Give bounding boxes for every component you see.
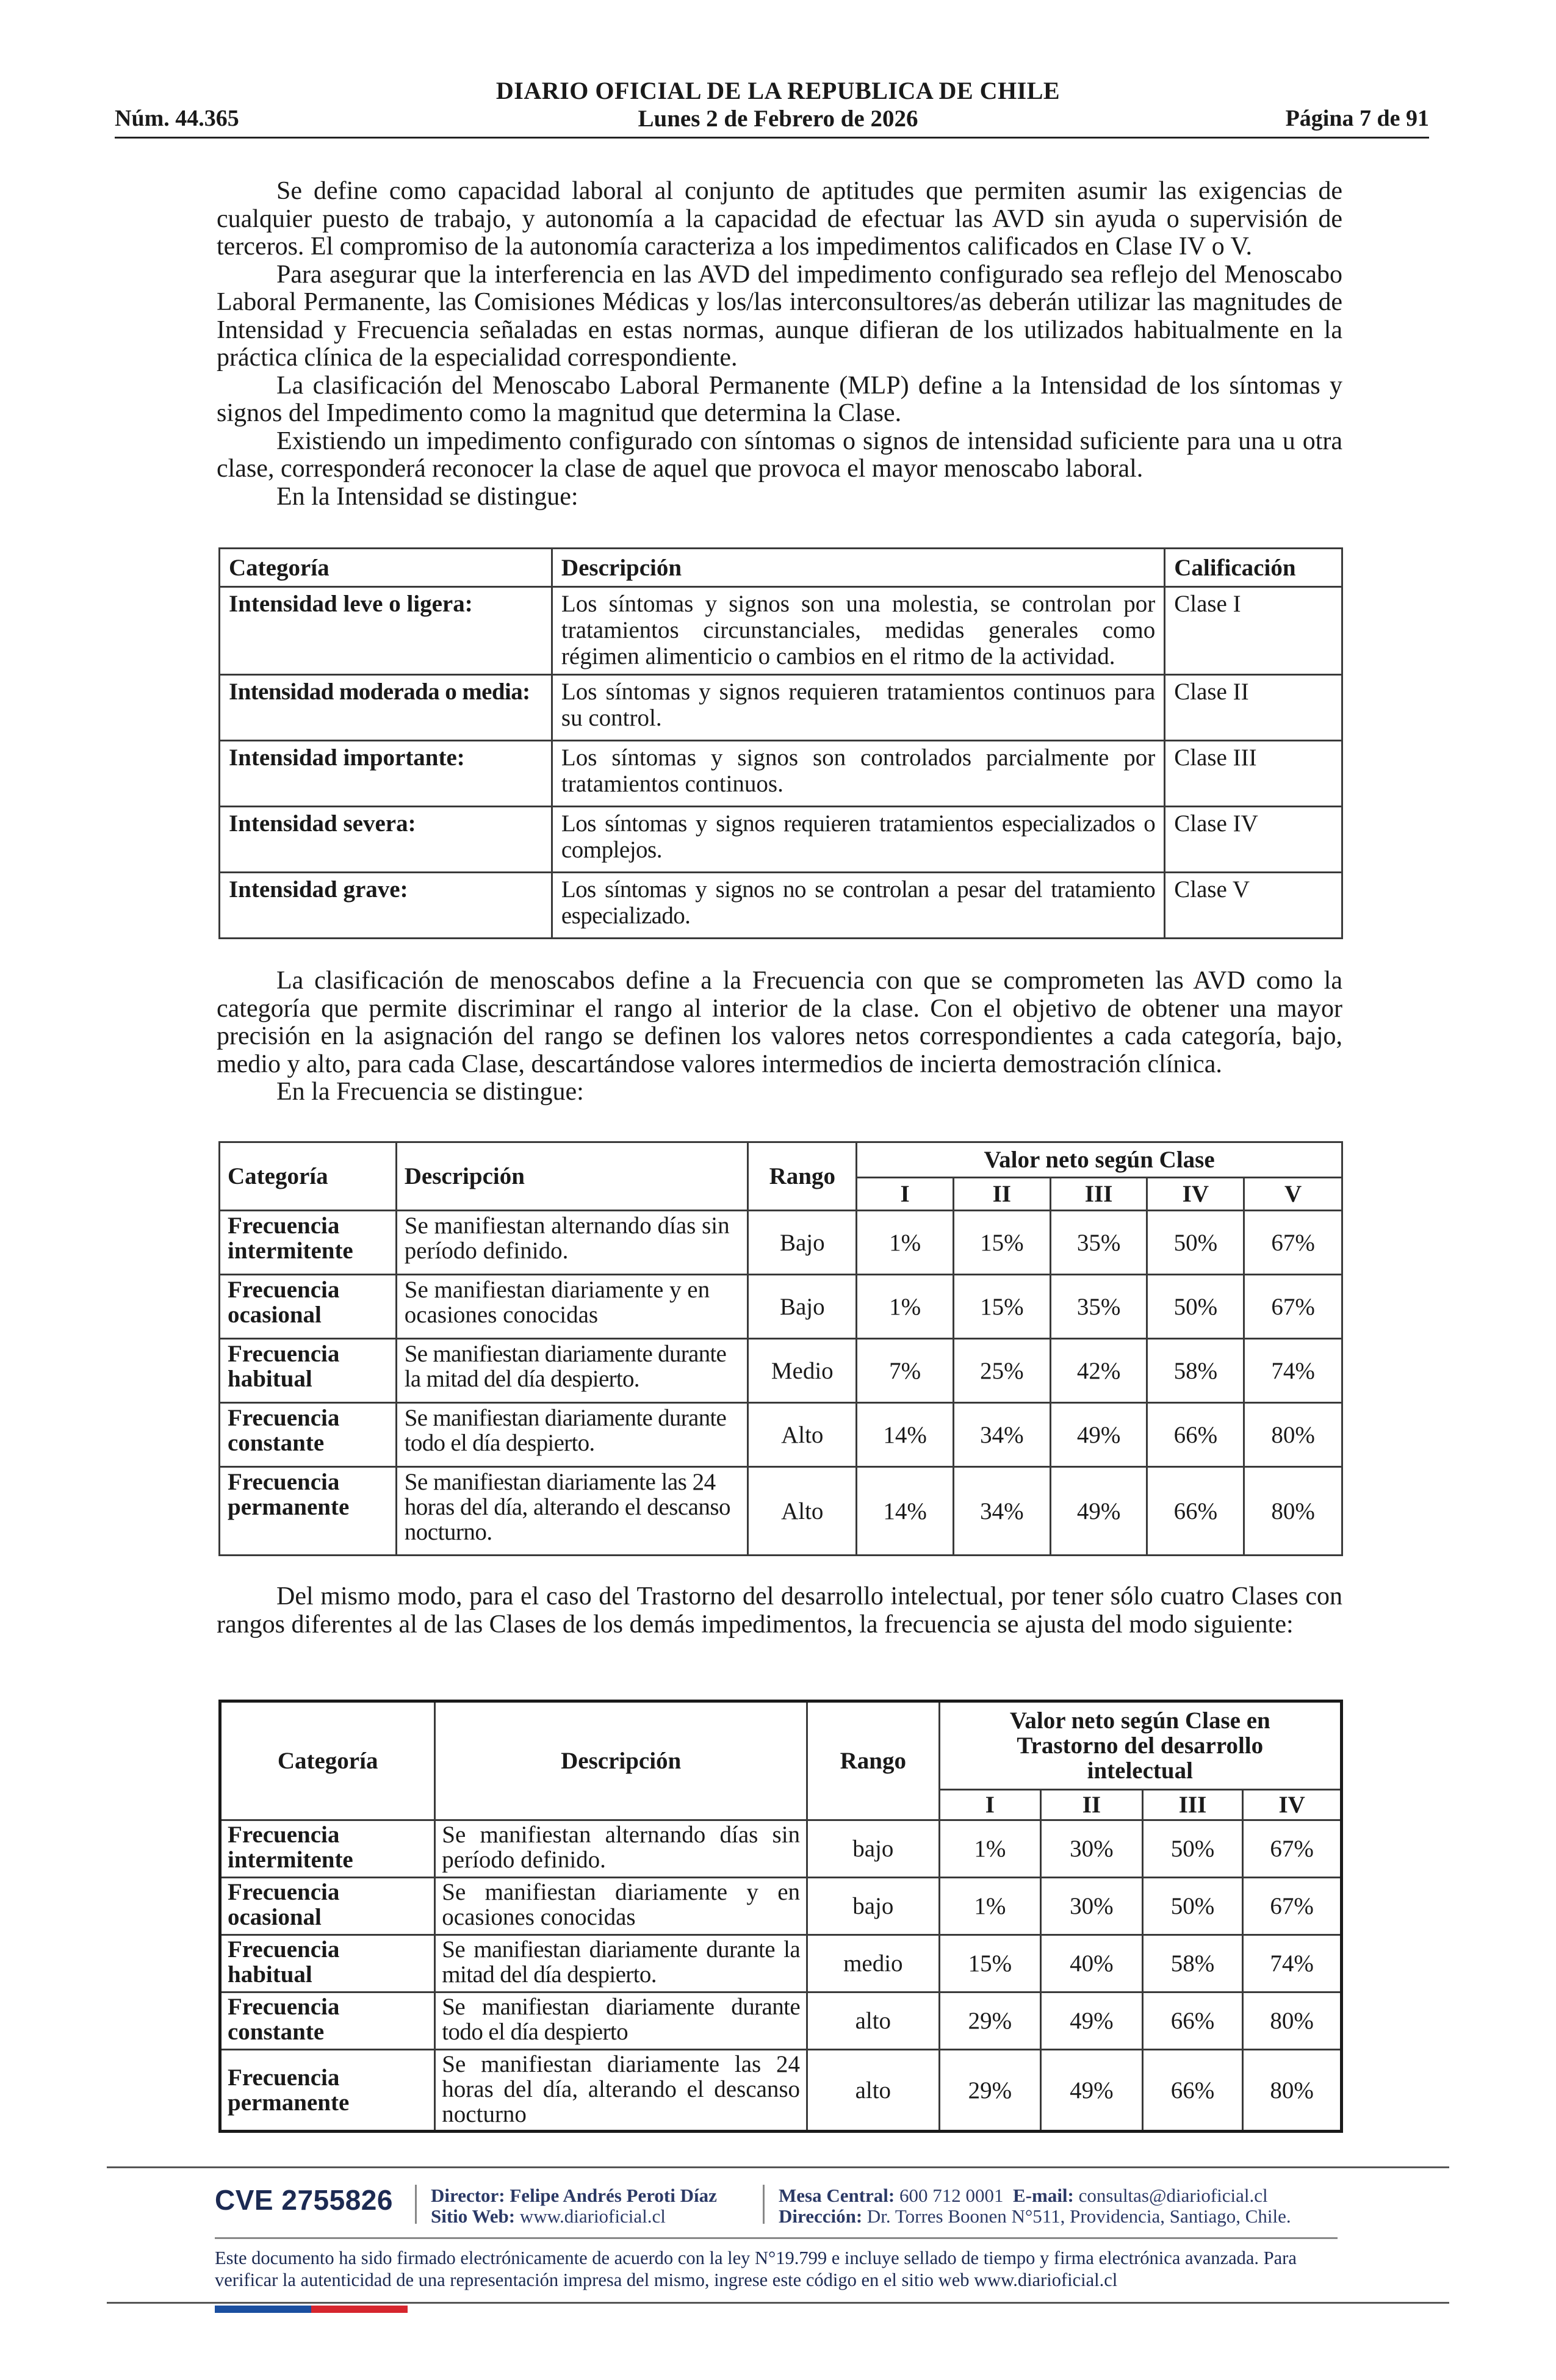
table-row: [220, 1275, 1342, 1339]
table-row: [220, 675, 1342, 741]
newspaper-title: DIARIO OFICIAL DE LA REPUBLICA DE CHILE: [495, 77, 1061, 104]
footer-divider: [107, 2302, 1449, 2304]
value-cell: 74%: [1244, 1339, 1342, 1403]
table-row: [220, 587, 1342, 675]
column-header: Rango: [807, 1701, 940, 1820]
description-cell: Se manifiestan diariamente las 24 horas del día, alterando el descanso nocturno: [435, 2050, 807, 2132]
value-cell: 34%: [953, 1403, 1050, 1467]
category-cell: Frecuencia ocasional: [220, 1275, 397, 1339]
category-cell: Intensidad grave:: [220, 873, 552, 939]
category-cell: Frecuencia habitual: [220, 1339, 397, 1403]
group-header: Valor neto según Clase: [857, 1142, 1342, 1178]
class-header: II: [953, 1178, 1050, 1211]
value-cell: 29%: [939, 1992, 1041, 2050]
category-cell: Frecuencia constante: [220, 1992, 435, 2050]
value-cell: 67%: [1243, 1878, 1342, 1935]
table-row: [220, 873, 1342, 939]
column-header: Categoría: [220, 1142, 397, 1211]
table-row: [220, 1820, 1342, 1878]
column-header: Calificación: [1165, 549, 1342, 587]
value-cell: 49%: [1041, 2050, 1143, 2132]
category-cell: Frecuencia permanente: [220, 1467, 397, 1556]
issue-date: Lunes 2 de Febrero de 2026: [638, 106, 918, 132]
category-cell: Frecuencia constante: [220, 1403, 397, 1467]
class-header: V: [1244, 1178, 1342, 1211]
value-cell: 50%: [1147, 1211, 1244, 1275]
range-cell: bajo: [807, 1820, 940, 1878]
description-cell: Se manifiestan diariamente durante todo el día despierto: [435, 1992, 807, 2050]
paragraph: Para asegurar que la interferencia en las AVD del impedimento configurado sea reflejo del Menoscabo Laboral Permanente, las Comisiones Médicas y los/las interconsultores/as deberán utilizar las magnitudes de Intensidad y Frecuencia señaladas en estas normas, aunque difieran de los utilizados habitualmente en la práctica clínica de la especialidad correspondiente.: [217, 260, 1342, 372]
value-cell: 67%: [1243, 1820, 1342, 1878]
range-cell: Bajo: [748, 1275, 857, 1339]
range-cell: Bajo: [748, 1211, 857, 1275]
table-row: [220, 1935, 1342, 1992]
description-cell: Se manifiestan alternando días sin período definido.: [435, 1820, 807, 1878]
value-cell: 80%: [1244, 1467, 1342, 1556]
column-header: Descripción: [552, 549, 1164, 587]
flag-stripe-blue: [215, 2306, 311, 2313]
value-cell: 35%: [1050, 1211, 1147, 1275]
range-cell: Alto: [748, 1403, 857, 1467]
footer-divider: [107, 2166, 1449, 2168]
table-row: [220, 1467, 1342, 1556]
header-divider: [115, 137, 1429, 139]
value-cell: 7%: [857, 1339, 954, 1403]
range-cell: bajo: [807, 1878, 940, 1935]
footer-contact-block: [779, 2185, 1291, 2227]
value-cell: 66%: [1147, 1467, 1244, 1556]
value-cell: 50%: [1142, 1820, 1243, 1878]
category-cell: Intensidad severa:: [220, 807, 552, 873]
value-cell: 30%: [1041, 1878, 1143, 1935]
value-cell: 1%: [939, 1820, 1041, 1878]
page-indicator: Página 7 de 91: [1285, 106, 1429, 131]
description-cell: Los síntomas y signos no se controlan a pesar del tratamiento especializado.: [552, 873, 1164, 939]
description-cell: Se manifiestan diariamente las 24 horas del día, alterando el descanso nocturno.: [396, 1467, 748, 1556]
value-cell: 66%: [1147, 1403, 1244, 1467]
value-cell: 50%: [1142, 1878, 1243, 1935]
value-cell: 1%: [939, 1878, 1041, 1935]
value-cell: 40%: [1041, 1935, 1143, 1992]
value-cell: 58%: [1147, 1339, 1244, 1403]
range-cell: alto: [807, 1992, 940, 2050]
category-cell: Intensidad importante:: [220, 741, 552, 807]
class-header: III: [1050, 1178, 1147, 1211]
paragraph: Se define como capacidad laboral al conjunto de aptitudes que permiten asumir las exigencias de cualquier puesto de trabajo, y autonomía a la capacidad de efectuar las AVD sin ayuda o supervisión de terceros. El compromiso de la autonomía caracteriza a los impedimentos calificados en Clase IV o V.: [217, 177, 1342, 261]
director-label: Director:: [431, 2185, 505, 2206]
address-value: Dr. Torres Boonen N°511, Providencia, Santiago, Chile.: [866, 2205, 1291, 2227]
category-cell: Frecuencia intermitente: [220, 1820, 435, 1878]
table-row: [220, 1878, 1342, 1935]
value-cell: 80%: [1244, 1403, 1342, 1467]
description-cell: Se manifiestan alternando días sin período definido.: [396, 1211, 748, 1275]
intensity-table: [218, 547, 1343, 939]
description-cell: Los síntomas y signos son una molestia, se controlan por tratamientos circunstanciales, medidas generales como régimen alimenticio o cambios en el ritmo de la actividad.: [552, 587, 1164, 675]
category-cell: Intensidad leve o ligera:: [220, 587, 552, 675]
intellectual-intro-text: [217, 1583, 1342, 1639]
class-header: II: [1041, 1790, 1143, 1820]
group-header: Valor neto según Clase en Trastorno del desarrollo intelectual: [939, 1701, 1341, 1790]
value-cell: 80%: [1243, 1992, 1342, 2050]
paragraph: En la Intensidad se distingue:: [276, 482, 578, 511]
rating-cell: Clase II: [1165, 675, 1342, 741]
value-cell: 1%: [857, 1275, 954, 1339]
column-header: Descripción: [435, 1701, 807, 1820]
intellectual-frequency-table: [218, 1700, 1343, 2133]
value-cell: 15%: [953, 1275, 1050, 1339]
value-cell: 58%: [1142, 1935, 1243, 1992]
paragraph: La clasificación de menoscabos define a la Frecuencia con que se comprometen las AVD como la categoría que permite discriminar el rango al interior de la clase. Con el objetivo de obtener una mayor precisión en la asignación del rango se definen los valores netos correspondientes a cada categoría, bajo, medio y alto, para cada Clase, descartándose valores intermedios de incierta demostración clínica.: [217, 967, 1342, 1078]
web-label: Sitio Web:: [431, 2205, 516, 2227]
intro-text: [217, 178, 1342, 511]
value-cell: 35%: [1050, 1275, 1147, 1339]
frequency-table: [218, 1141, 1343, 1556]
range-cell: Alto: [748, 1467, 857, 1556]
value-cell: 14%: [857, 1467, 954, 1556]
issue-number: Núm. 44.365: [115, 106, 239, 131]
paragraph: En la Frecuencia se distingue:: [276, 1078, 584, 1106]
email-label: E-mail:: [1013, 2185, 1074, 2206]
paragraph: Del mismo modo, para el caso del Trastorno del desarrollo intelectual, por tener sólo cuatro Clases con rangos diferentes al de las Clases de los demás impedimentos, la frecuencia se ajusta del modo siguiente:: [217, 1582, 1342, 1639]
value-cell: 50%: [1147, 1275, 1244, 1339]
description-cell: Se manifiestan diariamente y en ocasiones conocidas: [435, 1878, 807, 1935]
description-cell: Se manifiestan diariamente durante la mitad del día despierto.: [396, 1339, 748, 1403]
column-header: Rango: [748, 1142, 857, 1211]
value-cell: 15%: [939, 1935, 1041, 1992]
address-label: Dirección:: [779, 2205, 863, 2227]
column-header: Categoría: [220, 549, 552, 587]
table-row: [220, 1403, 1342, 1467]
table-row: [220, 2050, 1342, 2132]
range-cell: medio: [807, 1935, 940, 1992]
value-cell: 1%: [857, 1211, 954, 1275]
footer-divider: [215, 2237, 1338, 2239]
table-header-row: [220, 1701, 1342, 1790]
value-cell: 15%: [953, 1211, 1050, 1275]
class-header: IV: [1147, 1178, 1244, 1211]
rating-cell: Clase I: [1165, 587, 1342, 675]
range-cell: alto: [807, 2050, 940, 2132]
description-cell: Los síntomas y signos requieren tratamientos especializados o complejos.: [552, 807, 1164, 873]
signature-notice: Este documento ha sido firmado electrónicamente de acuerdo con la ley N°19.799 e incluye sellado de tiempo y firma electrónica avanzada. Para verificar la autenticidad de una representación impresa del mismo, ingrese este código en el sitio web www.diarioficial.cl: [215, 2248, 1297, 2290]
column-header: Categoría: [220, 1701, 435, 1820]
value-cell: 66%: [1142, 2050, 1243, 2132]
table-row: [220, 1339, 1342, 1403]
paragraph: La clasificación del Menoscabo Laboral Permanente (MLP) define a la Intensidad de los síntomas y signos del Impedimento como la magnitud que determina la Clase.: [217, 371, 1342, 427]
rating-cell: Clase III: [1165, 741, 1342, 807]
category-cell: Frecuencia permanente: [220, 2050, 435, 2132]
paragraph: Existiendo un impedimento configurado con síntomas o signos de intensidad suficiente para una u otra clase, corresponderá reconocer la clase de aquel que provoca el mayor menoscabo laboral.: [217, 427, 1342, 483]
value-cell: 74%: [1243, 1935, 1342, 1992]
value-cell: 67%: [1244, 1275, 1342, 1339]
footer-separator: [415, 2185, 417, 2224]
value-cell: 66%: [1142, 1992, 1243, 2050]
class-header: I: [857, 1178, 954, 1211]
class-header: IV: [1243, 1790, 1342, 1820]
rating-cell: Clase IV: [1165, 807, 1342, 873]
category-cell: Intensidad moderada o media:: [220, 675, 552, 741]
email-link[interactable]: consultas@diarioficial.cl: [1078, 2185, 1268, 2206]
flag-stripe-red: [311, 2306, 408, 2313]
description-cell: Los síntomas y signos requieren tratamientos continuos para su control.: [552, 675, 1164, 741]
category-cell: Frecuencia intermitente: [220, 1211, 397, 1275]
value-cell: 49%: [1050, 1403, 1147, 1467]
value-cell: 67%: [1244, 1211, 1342, 1275]
table-row: [220, 807, 1342, 873]
table-header-row: [220, 1142, 1342, 1178]
table-row: [220, 1992, 1342, 2050]
frequency-intro-text: [217, 967, 1342, 1106]
footer-separator: [763, 2185, 765, 2224]
web-link[interactable]: www.diarioficial.cl: [519, 2205, 666, 2227]
class-header: I: [939, 1790, 1041, 1820]
phone-value: 600 712 0001: [899, 2185, 1004, 2206]
category-cell: Frecuencia ocasional: [220, 1878, 435, 1935]
value-cell: 25%: [953, 1339, 1050, 1403]
rating-cell: Clase V: [1165, 873, 1342, 939]
value-cell: 30%: [1041, 1820, 1143, 1878]
value-cell: 29%: [939, 2050, 1041, 2132]
value-cell: 14%: [857, 1403, 954, 1467]
value-cell: 49%: [1050, 1467, 1147, 1556]
description-cell: Los síntomas y signos son controlados parcialmente por tratamientos continuos.: [552, 741, 1164, 807]
cve-code: CVE 2755826: [215, 2184, 393, 2216]
value-cell: 42%: [1050, 1339, 1147, 1403]
value-cell: 49%: [1041, 1992, 1143, 2050]
table-row: [220, 1211, 1342, 1275]
value-cell: 80%: [1243, 2050, 1342, 2132]
column-header: Descripción: [396, 1142, 748, 1211]
description-cell: Se manifiestan diariamente durante todo el día despierto.: [396, 1403, 748, 1467]
director-name: Felipe Andrés Peroti Díaz: [510, 2185, 717, 2206]
description-cell: Se manifiestan diariamente durante la mitad del día despierto.: [435, 1935, 807, 1992]
value-cell: 34%: [953, 1467, 1050, 1556]
description-cell: Se manifiestan diariamente y en ocasiones conocidas: [396, 1275, 748, 1339]
table-header-row: [220, 549, 1342, 587]
table-row: [220, 741, 1342, 807]
phone-label: Mesa Central:: [779, 2185, 895, 2206]
class-header: III: [1142, 1790, 1243, 1820]
range-cell: Medio: [748, 1339, 857, 1403]
footer-director-block: [431, 2185, 717, 2227]
category-cell: Frecuencia habitual: [220, 1935, 435, 1992]
